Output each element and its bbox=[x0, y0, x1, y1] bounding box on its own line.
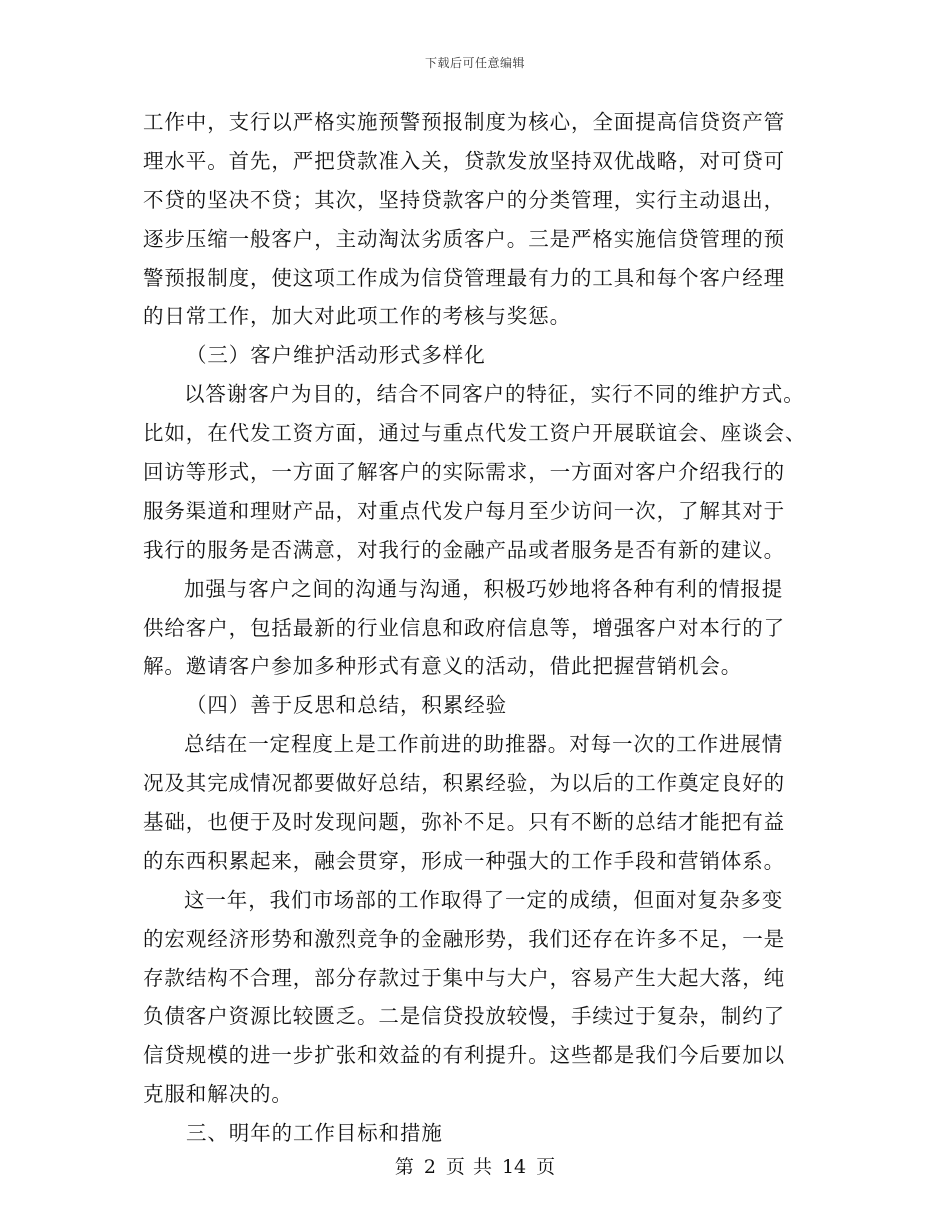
page-footer bbox=[0, 1152, 950, 1179]
text-line: （三）客户维护活动形式多样化 bbox=[186, 343, 486, 368]
text-line: 存款结构不合理，部分存款过于集中与大户，容易产生大起大落，纯 bbox=[143, 965, 785, 990]
text-line: 理水平。首先，严把贷款准入关，贷款发放坚持双优战略，对可贷可 bbox=[143, 148, 785, 173]
footer-middle: 页 共 bbox=[445, 1156, 492, 1178]
text-line: 的东西积累起来，融会贯穿，形成一种强大的工作手段和营销体系。 bbox=[143, 848, 785, 873]
text-line: 工作中，支行以严格实施预警预报制度为核心，全面提高信贷资产管 bbox=[143, 110, 785, 134]
footer-suffix: 页 bbox=[536, 1156, 556, 1178]
text-line: 基础，也便于及时发现问题，弥补不足。只有不断的总结才能把有益 bbox=[143, 810, 785, 835]
page-header: 下载后可任意编辑 bbox=[424, 56, 525, 70]
text-line: 解。邀请客户参加多种形式有意义的活动，借此把握营销机会。 bbox=[143, 654, 743, 679]
text-line: 回访等形式，一方面了解客户的实际需求，一方面对客户介绍我行的 bbox=[143, 460, 785, 485]
text-line: 我行的服务是否满意，对我行的金融产品或者服务是否有新的建议。 bbox=[143, 537, 785, 562]
text-line: 信贷规模的进一步扩张和效益的有利提升。这些都是我们今后要加以 bbox=[143, 1043, 785, 1068]
text-line: 服务渠道和理财产品，对重点代发户每月至少访问一次，了解其对于 bbox=[143, 498, 785, 523]
text-line: 警预报制度，使这项工作成为信贷管理最有力的工具和每个客户经理 bbox=[143, 265, 785, 290]
text-line: 不贷的坚决不贷；其次，坚持贷款客户的分类管理，实行主动退出， bbox=[143, 187, 785, 212]
footer-total-pages: 14 bbox=[501, 1156, 527, 1178]
text-line: 况及其完成情况都要做好总结，积累经验，为以后的工作奠定良好的 bbox=[143, 771, 785, 796]
text-line: 比如，在代发工资方面，通过与重点代发工资户开展联谊会、座谈会、 bbox=[143, 421, 807, 446]
footer-page-number: 2 bbox=[423, 1156, 436, 1178]
text-line: 负债客户资源比较匮乏。二是信贷投放较慢，手续过于复杂，制约了 bbox=[143, 1004, 785, 1029]
text-line: 总结在一定程度上是工作前进的助推器。对每一次的工作进展情 bbox=[184, 732, 784, 757]
text-line: 三、明年的工作目标和措施 bbox=[186, 1121, 443, 1146]
text-line: （四）善于反思和总结，积累经验 bbox=[186, 693, 507, 718]
footer-prefix: 第 bbox=[394, 1156, 414, 1178]
text-line: 的日常工作，加大对此项工作的考核与奖惩。 bbox=[143, 304, 571, 329]
text-line: 克服和解决的。 bbox=[143, 1082, 293, 1107]
text-line: 加强与客户之间的沟通与沟通，积极巧妙地将各种有利的情报提 bbox=[184, 576, 784, 601]
text-line: 的宏观经济形势和激烈竞争的金融形势，我们还存在许多不足，一是 bbox=[143, 926, 785, 951]
document-body bbox=[143, 103, 815, 1153]
text-line: 供给客户，包括最新的行业信息和政府信息等，增强客户对本行的了 bbox=[143, 615, 785, 640]
text-line: 这一年，我们市场部的工作取得了一定的成绩，但面对复杂多变 bbox=[184, 887, 784, 912]
text-line: 逐步压缩一般客户，主动淘汰劣质客户。三是严格实施信贷管理的预 bbox=[143, 226, 785, 251]
text-line: 以答谢客户为目的，结合不同客户的特征，实行不同的维护方式。 bbox=[184, 382, 805, 407]
